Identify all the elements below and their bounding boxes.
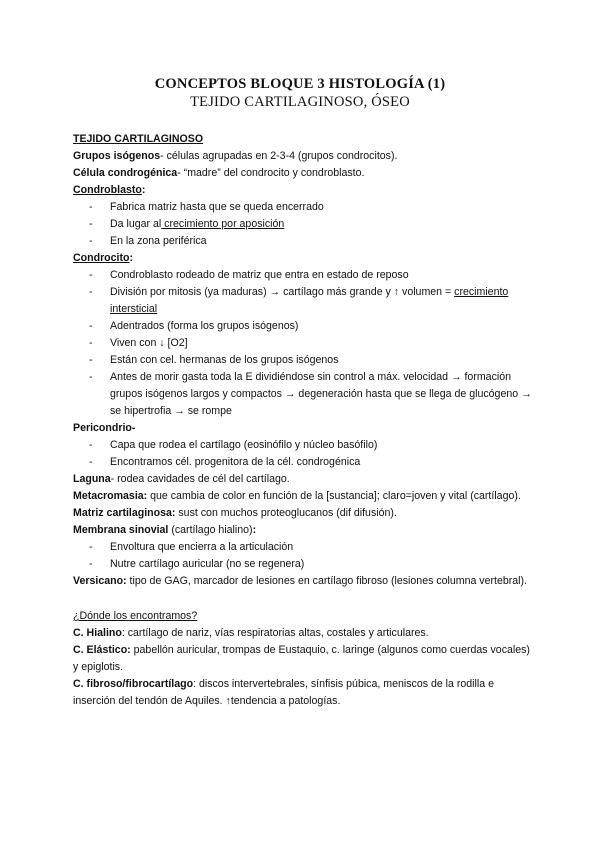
spacer xyxy=(73,590,533,608)
definition-celula-condrogenica xyxy=(73,165,533,182)
list-item: - Antes de morir gasta toda la E dividiéndose sin control a máx. velocidad → formación grupos isógenos largos y compactos → degeneración hasta que se llega de glucógeno → se hipertrofia → se rompe xyxy=(89,371,532,417)
definition: - “madre” del condrocito y condroblasto. xyxy=(177,167,365,179)
list-item: - En la zona periférica xyxy=(73,233,533,250)
heading-pericondrio: Pericondrio- xyxy=(73,422,136,434)
definition-laguna xyxy=(73,471,533,488)
definition-versicano xyxy=(73,573,533,590)
dash: - xyxy=(89,439,93,451)
term: Grupos isógenos xyxy=(73,150,161,162)
dash: - xyxy=(89,218,93,230)
list-item: - Fabrica matriz hasta que se queda encerrado xyxy=(73,199,533,216)
document-subtitle: TEJIDO CARTILAGINOSO, ÓSEO xyxy=(190,94,410,110)
list-item: - Encontramos cél. progenitora de la cél. condrogénica xyxy=(73,454,533,471)
question-heading: ¿Dónde los encontramos? xyxy=(73,610,198,622)
dash: - xyxy=(89,456,93,468)
dash: - xyxy=(89,235,93,247)
term: Matriz cartilaginosa: xyxy=(73,507,176,519)
document-title: CONCEPTOS BLOQUE 3 HISTOLOGÍA (1) xyxy=(154,76,446,92)
list-item: - Envoltura que encierra a la articulación xyxy=(73,539,533,556)
definition-fibroso xyxy=(73,676,533,710)
section-heading: TEJIDO CARTILAGINOSO xyxy=(73,133,204,145)
dash: - xyxy=(89,320,93,332)
heading-membrana-sinovial: Membrana sinovial (cartílago hialino): xyxy=(73,524,257,536)
document-body xyxy=(73,131,533,710)
list-item: - Capa que rodea el cartílago (eosinófilo y núcleo basófilo) xyxy=(73,437,533,454)
definition: : cartílago de nariz, vías respiratorias altas, costales y articulares. xyxy=(121,627,429,639)
dash: - xyxy=(89,269,93,281)
link-text: crecimiento por aposición xyxy=(161,218,285,230)
list-item: - División por mitosis (ya maduras) → cartílago más grande y ↑ volumen = crecimiento intersticial xyxy=(89,286,509,315)
term: Membrana sinovial xyxy=(73,524,169,536)
heading-condroblasto xyxy=(73,182,533,199)
definition-metacromasia xyxy=(73,488,533,505)
definition: que cambia de color en función de la [sustancia]; claro=joven y vital (cartílago). xyxy=(147,490,521,502)
definition: tipo de GAG, marcador de lesiones en cartílago fibroso (lesiones columna vertebral). xyxy=(126,575,527,587)
term: C. fibroso/fibrocartílago xyxy=(73,678,194,690)
colon: : xyxy=(129,252,134,264)
term: Condroblasto xyxy=(73,184,142,196)
definition-grupos-isogenos xyxy=(73,148,533,165)
list-item: - Viven con ↓ [O2] xyxy=(73,335,533,352)
term: Laguna xyxy=(73,473,111,485)
dash: - xyxy=(89,286,93,298)
list-item: - Están con cel. hermanas de los grupos isógenos xyxy=(73,352,533,369)
term: Versicano: xyxy=(73,575,127,587)
dash: - xyxy=(89,541,93,553)
term: C. Hialino xyxy=(73,627,122,639)
dash: - xyxy=(89,201,93,213)
definition-hialino xyxy=(73,625,533,642)
definition: sust con muchos proteoglucanos (dif difusión). xyxy=(175,507,397,519)
definition: : discos intervertebrales, sínfisis púbica, meniscos de la rodilla e inserción del tendón de Aquiles. ↑tendencia a patologías. xyxy=(73,678,494,707)
dash: - xyxy=(89,354,93,366)
list-item: - Adentrados (forma los grupos isógenos) xyxy=(73,318,533,335)
term: Condrocito xyxy=(73,252,130,264)
definition-matriz xyxy=(73,505,533,522)
colon: : xyxy=(141,184,146,196)
term: Metacromasia: xyxy=(73,490,148,502)
dash: - xyxy=(89,371,93,383)
heading-condrocito xyxy=(73,250,533,267)
list-item: - Nutre cartílago auricular (no se regenera) xyxy=(73,556,533,573)
definition: - células agrupadas en 2-3-4 (grupos condrocitos). xyxy=(160,150,398,162)
term: Célula condrogénica xyxy=(73,167,178,179)
definition: - rodea cavidades de cél del cartílago. xyxy=(110,473,290,485)
term: C. Elástico: xyxy=(73,644,131,656)
dash: - xyxy=(89,337,93,349)
dash: - xyxy=(89,558,93,570)
definition: pabellón auricular, trompas de Eustaquio, c. laringe (algunos como cuerdas vocales) y epiglotis. xyxy=(73,644,530,673)
list-item: - Da lugar al crecimiento por aposición xyxy=(73,216,533,233)
list-item: - Condroblasto rodeado de matriz que entra en estado de reposo xyxy=(73,267,533,284)
link-text: crecimiento intersticial xyxy=(110,286,509,315)
definition-elastico xyxy=(73,642,533,676)
